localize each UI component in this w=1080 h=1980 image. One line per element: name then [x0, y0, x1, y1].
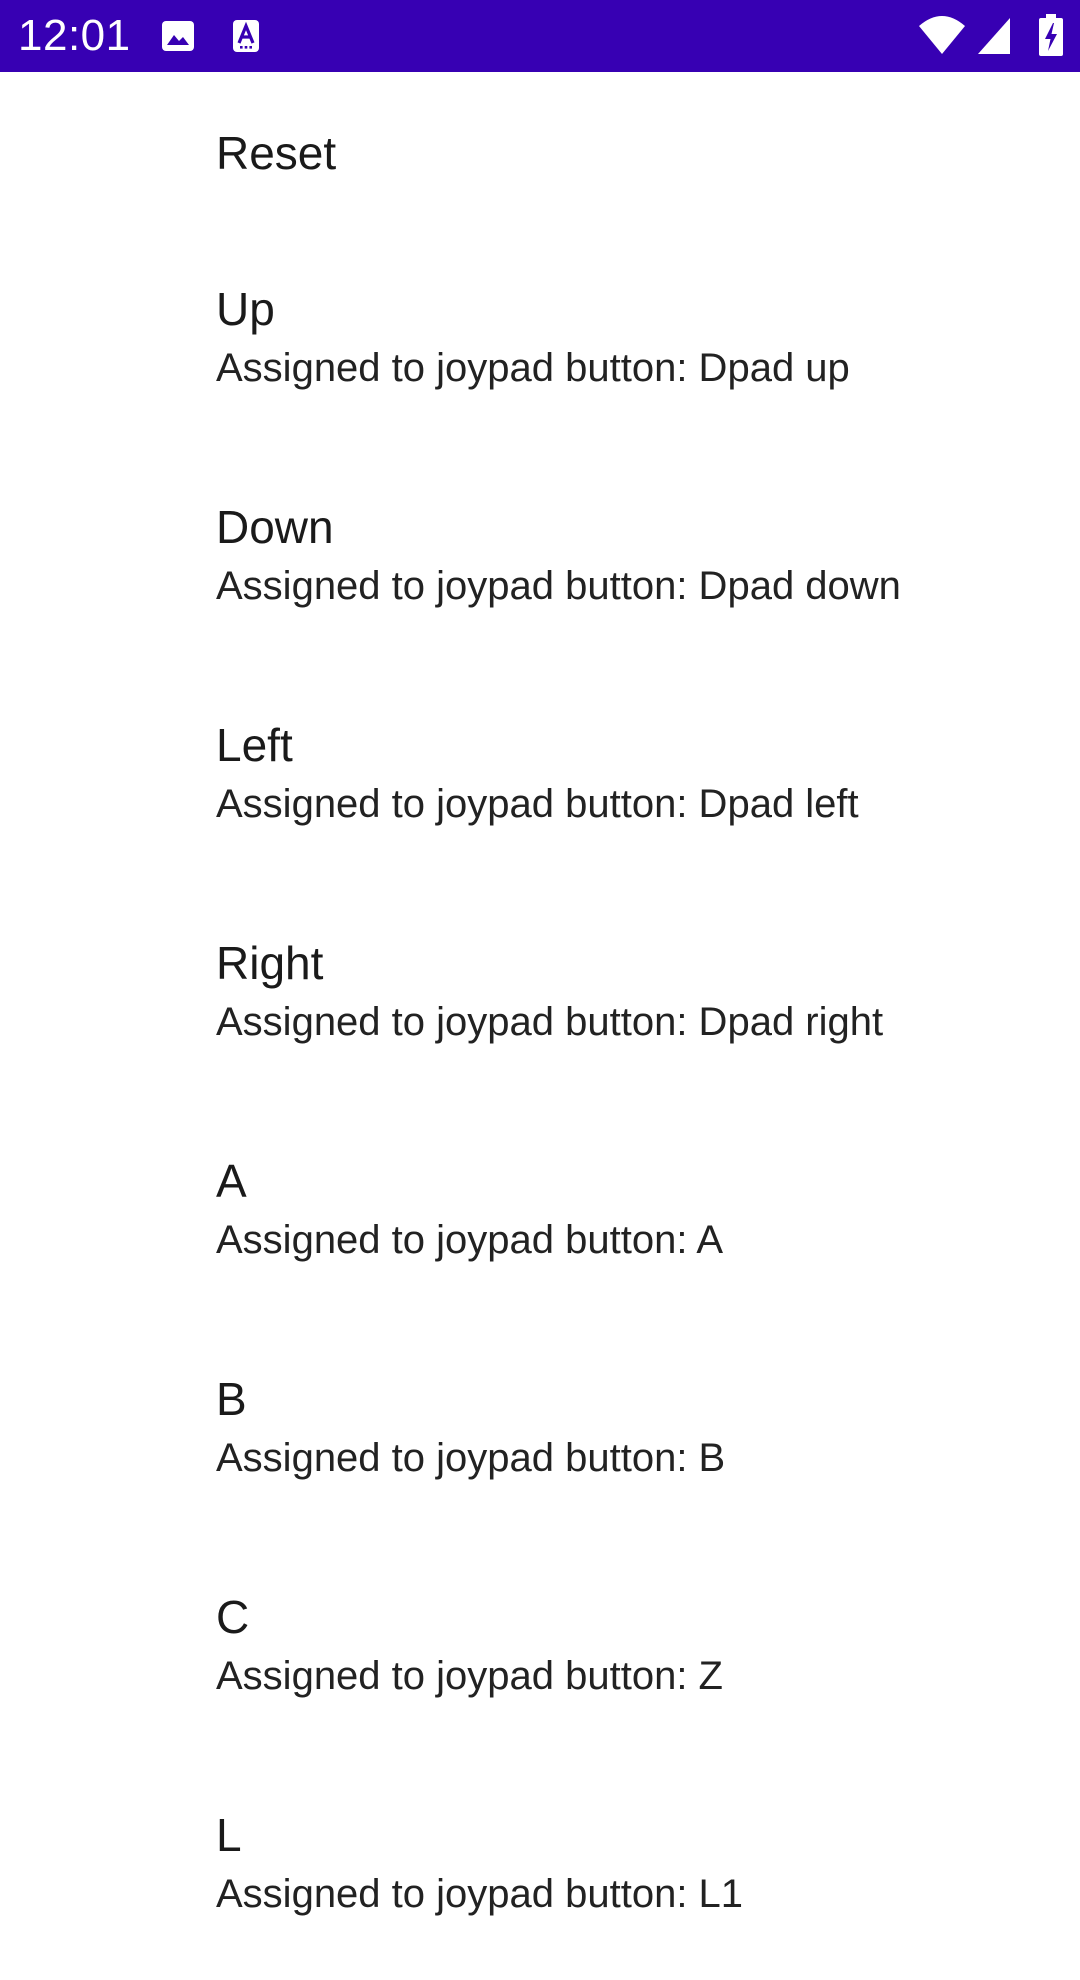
wifi-icon: [918, 14, 966, 58]
item-title: Left: [216, 719, 293, 771]
list-item-down[interactable]: [0, 454, 1080, 672]
list-item-l[interactable]: [0, 1762, 1080, 1980]
list-item-up[interactable]: [0, 236, 1080, 454]
reset-button[interactable]: [0, 72, 1080, 236]
text-notification-icon: [228, 18, 264, 54]
list-item-a[interactable]: [0, 1108, 1080, 1326]
item-title: Up: [216, 283, 275, 335]
item-title: L: [216, 1809, 242, 1861]
item-title: C: [216, 1591, 250, 1643]
joypad-mapping-list: [0, 72, 1080, 1980]
item-summary: Assigned to joypad button: Dpad left: [216, 782, 859, 826]
cellular-signal-icon: [976, 14, 1012, 58]
reset-label: Reset: [216, 127, 337, 179]
item-title: Right: [216, 937, 324, 989]
image-notification-icon: [160, 18, 196, 54]
list-item-left[interactable]: [0, 672, 1080, 890]
item-title: Down: [216, 501, 334, 553]
item-title: A: [216, 1155, 247, 1207]
item-summary: Assigned to joypad button: B: [216, 1436, 726, 1480]
item-summary: Assigned to joypad button: Dpad down: [216, 564, 901, 608]
item-summary: Assigned to joypad button: L1: [216, 1872, 744, 1916]
status-bar: [0, 0, 1080, 72]
status-time: 12:01: [18, 11, 131, 60]
status-right-icons: [918, 14, 1068, 58]
item-summary: Assigned to joypad button: A: [216, 1218, 724, 1262]
battery-charging-icon: [1038, 14, 1064, 58]
list-item-c[interactable]: [0, 1544, 1080, 1762]
item-summary: Assigned to joypad button: Dpad right: [216, 1000, 884, 1044]
item-title: B: [216, 1373, 247, 1425]
item-summary: Assigned to joypad button: Dpad up: [216, 346, 850, 390]
item-summary: Assigned to joypad button: Z: [216, 1654, 723, 1698]
list-item-right[interactable]: [0, 890, 1080, 1108]
list-item-b[interactable]: [0, 1326, 1080, 1544]
